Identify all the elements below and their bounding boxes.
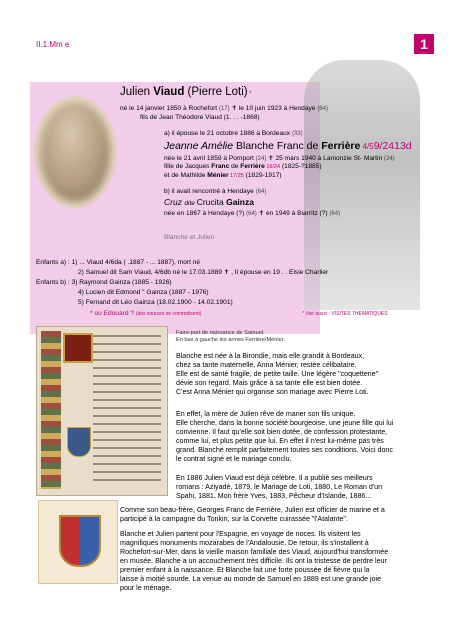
- spouse-name: Jeanne Amélie Blanche Franc de Ferrière 4/59/2413d: [164, 140, 412, 152]
- page-number-badge: 1: [414, 34, 434, 54]
- marriage-intro: a) il épouse le 21 octobre 1886 à Bordeaux (33): [164, 130, 303, 137]
- paragraph-mother: En effet, la mère de Julien rêve de marier son fils unique. Elle cherche, dans la bonne société bourgeoise, une jeune fille qui lui convienne. Il faut qu'elle soit bien dotée, de confession protestante, comme lui, et plus petite que lui. En effet il n'est lui-même pas très grand. Blanche remplit parfaitement toutes ses conditions. Voici donc le contrat signé et le mariage conclu.: [176, 410, 394, 463]
- paragraph-honeymoon: Blanche et Julien partent pour l'Espagne, en voyage de noces. Ils visitent les magnifiques monuments mozarabes de l'Andalousie. De retour, ils s'installent à Rochefort-sur-Mer, dans la vieille maison familiale des Viaud, aujourd'hui transformée en musée. Blanche a un accouchement très difficile. Ils ont la tristesse de perdre leur premier enfant à la naissance. Et Blanche fait une forte poussée de fièvre qui la laisse à moitié sourde. La venue au monde de Samuel en 1889 est une grande joie pour le ménage.: [120, 530, 389, 592]
- crest-image: [38, 500, 118, 584]
- liaison-intro: b) il avait rencontré à Hendaye (64): [164, 188, 267, 195]
- footnote-left: * ou Edouard ? (des sources se contredisent): [90, 310, 202, 317]
- illuminated-border: [41, 331, 61, 489]
- spouse-father: fille de Jacques Franc de Ferrière 16/24 (1825-?1885): [164, 163, 322, 170]
- liaison-birth-death: née en 1867 à Hendaye (?) (64) ✝ en 1949 à Biarritz (?) (64): [164, 210, 341, 217]
- liaison-name: Cruz dite Crucita Gainza: [164, 197, 254, 207]
- child-row: 2) Samuel dit Sam Viaud, 4/6db né le 17.03.1889 ✝ , Il épouse en 19 . . Elsie Charlier: [78, 269, 329, 276]
- parents-line: fils de Jean Théodore Viaud (1. . . -1868): [140, 114, 260, 121]
- birth-line: né le 14 janvier 1850 à Rochefort (17) ✝ le 10 juin 1923 à Hendaye (64): [120, 105, 328, 112]
- crest-shield: [59, 515, 101, 567]
- announcement-caption: Faire-part de naissance de Samuel. En bas à gauche les armes Ferrière/Ménier.: [176, 330, 285, 343]
- birth-announcement-image: [36, 326, 168, 496]
- footnote-right: * Voir aussi : VISITES THEMATIQUES: [302, 311, 388, 317]
- manuscript-text-lines: [93, 335, 161, 485]
- page-title: Julien Viaud (Pierre Loti) *: [120, 86, 252, 98]
- children-list: [36, 258, 426, 308]
- child-row: Enfants a) : 1) ... Viaud 4/6da ( .1887 - ... 1887), mort né: [36, 259, 201, 266]
- spouse-mother: et de Mathilde Ménier 17/25 (1829-1917): [164, 172, 282, 179]
- child-row: 5) Fernand dit Léo Gainza (18.02.1900 - 14.02.1901): [78, 299, 233, 306]
- paragraph-1886: En 1886 Julien Viaud est déjà célèbre. Il a publié ses meilleurs romans : Aziyadé, 1879, le Mariage de Loti, 1880, Le Roman d'un Spahi, 1881, Mon frère Yves, 1883, Pêcheur d'Islande, 1886...: [176, 474, 383, 500]
- paragraph-blanche: Blanche est née à la Birondie, mais elle grandit à Bordeaux, chez sa tante maternelle, Anna Ménier, restée célibataire. Elle est de santé fragile, de petite taille. Une légère "coquetterie" dévie son regard. Mais grâce à sa tante elle est bien dotée. C'est Anna Ménier qui organise son mariage avec Pierre Loti.: [176, 352, 379, 396]
- child-row: 4) Lucien dit Edmond " Gainza (1887 - 1976): [78, 289, 209, 296]
- spouse-birth-death: née le 21 avril 1859 à Pomport (24) ✝ 25 mars 1940 à Lamonzie St- Martin (24): [164, 155, 395, 162]
- blanche-portrait-photo: [34, 96, 116, 208]
- child-row: Enfants b) : 3) Raymond Gainza (1885 - 1926): [36, 279, 172, 286]
- photo-caption: Blanche et Julien: [164, 234, 215, 241]
- paragraph-navy: Comme son beau-frère, Georges Franc de Ferrière, Julien est officier de marine et a participé à la campagne du Tonkin, sur la Corvette cuirassée "l'Atalante".: [120, 506, 385, 523]
- coat-of-arms: [67, 427, 91, 457]
- illuminated-initial: [63, 333, 93, 363]
- page-code: II.1.Mm e: [36, 40, 70, 49]
